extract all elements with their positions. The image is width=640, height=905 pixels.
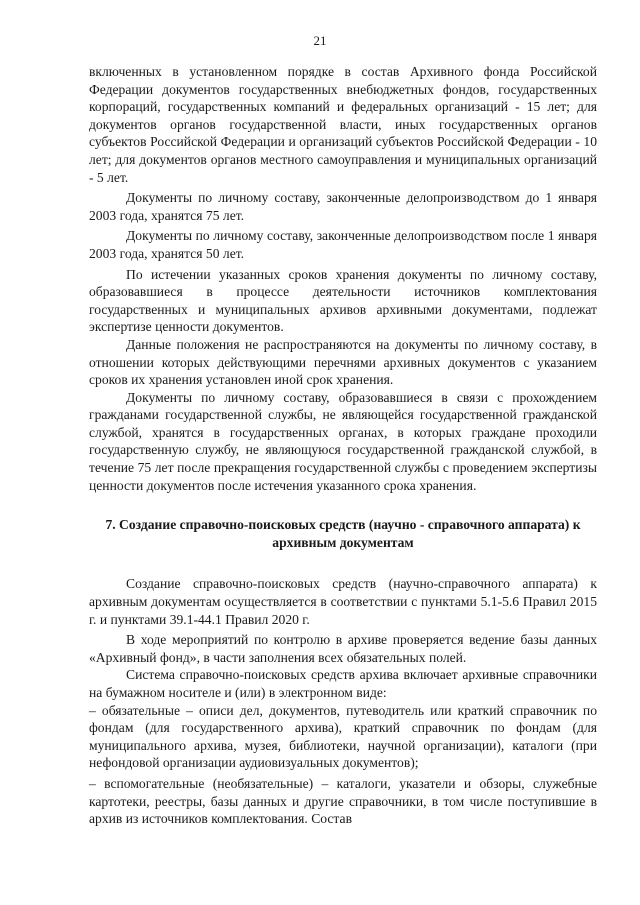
- paragraph: Система справочно-поисковых средств архива включает архивные справочники на бумажном носителе и (или) в электронном виде:: [89, 667, 597, 700]
- paragraph: В ходе мероприятий по контролю в архиве проверяется ведение базы данных «Архивный фонд», в части заполнения всех обязательных полей.: [89, 632, 597, 665]
- page-number: 21: [313, 33, 327, 48]
- list-item: – обязательные – описи дел, документов, путеводитель или краткий справочник по фондам (для государственного архива), краткий справочник по фондам (для муниципального архива, музея, библиотеки, научной организации), каталоги (при нефондовой организации аудиовизуальных документов);: [89, 702, 597, 771]
- paragraph: Данные положения не распространяются на документы по личному составу, в отношении которых действующими перечнями архивных документов с указанием сроков их хранения установлен иной срок хранения.: [89, 336, 597, 388]
- paragraph: Документы по личному составу, законченные делопроизводством до 1 января 2003 года, хранятся 75 лет.: [89, 190, 597, 223]
- paragraph: Документы по личному составу, образовавшиеся в связи с прохождением гражданами государственной службы, не являющейся государственной гражданской службой, хранятся в государственных органах, в которых граждане проходили государственную службу, не являющуюся государственной гражданской службой, в течение 75 лет после прекращения государственной службы с проведением экспертизы ценности документов после истечения указанного срока хранения.: [89, 389, 597, 493]
- page-body: [89, 63, 597, 828]
- paragraph: По истечении указанных сроков хранения документы по личному составу, образовавшиеся в процессе деятельности источников комплектования государственных и муниципальных архивов архивными документами, подлежат экспертизе ценности документов.: [89, 266, 597, 335]
- section-heading: 7. Создание справочно-поисковых средств (научно - справочного аппарата) к архивным документам: [105, 517, 581, 550]
- paragraph: Документы по личному составу, законченные делопроизводством после 1 января 2003 года, хранятся 50 лет.: [89, 228, 597, 261]
- paragraph-continuation: включенных в установленном порядке в состав Архивного фонда Российской Федерации документов государственных внебюджетных фондов, государственных корпораций, государственных компаний и федеральных организаций - 15 лет; для документов органов государственной власти, иных государственных органов субъектов Российской Федерации и организаций субъектов Российской Федерации - 10 лет; для документов органов местного самоуправления и муниципальных организаций - 5 лет.: [89, 64, 597, 185]
- list-item: – вспомогательные (необязательные) – каталоги, указатели и обзоры, служебные картотеки, реестры, базы данных и другие справочники, в том числе поступившие в архив из источников комплектования. Состав: [89, 775, 597, 827]
- paragraph: Создание справочно-поисковых средств (научно-справочного аппарата) к архивным документам осуществляется в соответствии с пунктами 5.1-5.6 Правил 2015 г. и пунктами 39.1-44.1 Правил 2020 г.: [89, 576, 597, 627]
